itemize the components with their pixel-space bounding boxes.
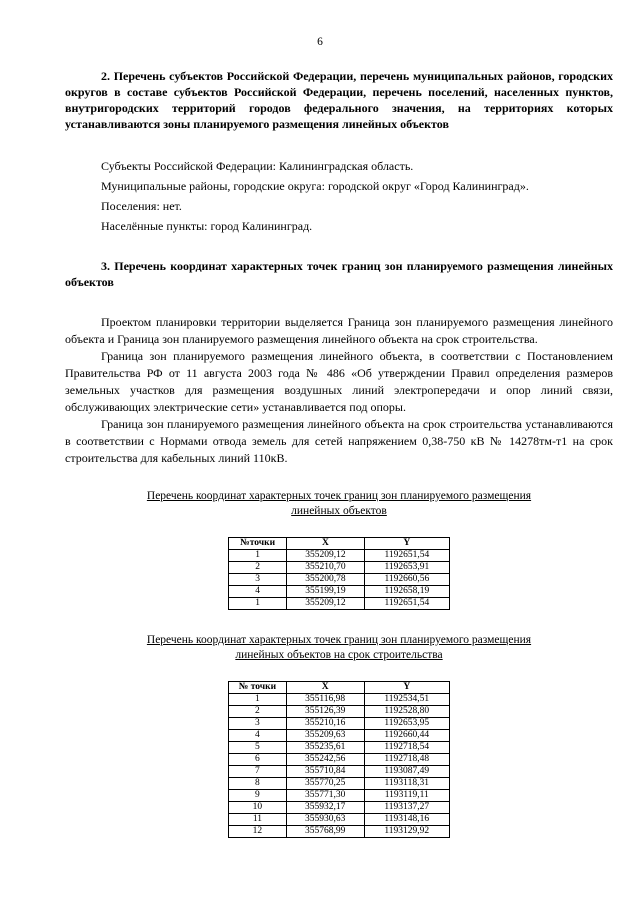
table-row: [229, 802, 450, 814]
x-coordinate-cell: 355235,61: [286, 742, 364, 754]
table-row: [229, 574, 450, 586]
y-coordinate-cell: 1192653,95: [364, 718, 450, 730]
y-coordinate-cell: 1192651,54: [364, 550, 449, 562]
y-coordinate-cell: 1192534,51: [364, 694, 450, 706]
table-2-title: линейных объектов на срок строительства: [235, 649, 443, 661]
paragraph: Проектом планировки территории выделяется Граница зон планируемого размещения линейного объекта и Граница зон планируемого размещения линейного объекта на срок строительства.: [65, 315, 613, 346]
x-coordinate-cell: 355209,63: [286, 730, 364, 742]
paragraph: Граница зон планируемого размещения линейного объекта, в соответствии с Постановлением Правительства РФ от 11 августа 2003 года № 486 «Об утверждении Правил определения размеров земельных участков для размещения воздушных линий электропередачи и опор линий связи, обслуживающих электрические сети» устанавливается под опоры.: [65, 349, 613, 414]
point-number-cell: 8: [229, 778, 287, 790]
header-x: X: [287, 538, 364, 550]
point-number-cell: 1: [229, 550, 287, 562]
y-coordinate-cell: 1193137,27: [364, 802, 450, 814]
table-1-block: [65, 489, 613, 610]
y-coordinate-cell: 1192658,19: [364, 586, 449, 598]
point-number-cell: 9: [229, 790, 287, 802]
table-row: [229, 718, 450, 730]
y-coordinate-cell: 1193129,92: [364, 826, 450, 838]
table-row: [229, 790, 450, 802]
point-number-cell: 3: [229, 574, 287, 586]
x-coordinate-cell: 355199,19: [287, 586, 364, 598]
section-3-body: [65, 314, 613, 467]
table-header-row: [229, 682, 450, 694]
list-item: Муниципальные районы, городские округа: городской округ «Город Калининград».: [101, 179, 529, 193]
table-row: [229, 586, 450, 598]
y-coordinate-cell: 1193087,49: [364, 766, 450, 778]
table-row: [229, 766, 450, 778]
paragraph: Граница зон планируемого размещения линейного объекта на срок строительства устанавливаются в соответствии с Нормами отвода земель для сетей напряжением 0,38-750 кВ № 14278тм-т1 на срок строительства для кабельных линий 110кВ.: [65, 417, 613, 465]
x-coordinate-cell: 355930,63: [286, 814, 364, 826]
section-2-list: [65, 156, 613, 236]
point-number-cell: 11: [229, 814, 287, 826]
page-number: 6: [317, 36, 323, 48]
point-number-cell: 4: [229, 730, 287, 742]
y-coordinate-cell: 1192660,56: [364, 574, 449, 586]
table-row: [229, 562, 450, 574]
table-row: [229, 826, 450, 838]
header-point: № точки: [229, 682, 287, 694]
table-row: [229, 706, 450, 718]
point-number-cell: 10: [229, 802, 287, 814]
table-1-title: линейных объектов: [291, 505, 387, 517]
x-coordinate-cell: 355768,99: [286, 826, 364, 838]
x-coordinate-cell: 355770,25: [286, 778, 364, 790]
x-coordinate-cell: 355210,16: [286, 718, 364, 730]
x-coordinate-cell: 355126,39: [286, 706, 364, 718]
list-item: Поселения: нет.: [101, 199, 182, 213]
x-coordinate-cell: 355242,56: [286, 754, 364, 766]
document-body: [65, 68, 613, 838]
x-coordinate-cell: 355210,70: [287, 562, 364, 574]
coordinates-table-1: [228, 537, 450, 610]
table-row: [229, 742, 450, 754]
point-number-cell: 4: [229, 586, 287, 598]
x-coordinate-cell: 355209,12: [287, 598, 364, 610]
header-y: Y: [364, 538, 449, 550]
y-coordinate-cell: 1192528,80: [364, 706, 450, 718]
header-x: X: [286, 682, 364, 694]
table-row: [229, 550, 450, 562]
list-item: Населённые пункты: город Калининград.: [101, 219, 313, 233]
y-coordinate-cell: 1193119,11: [364, 790, 450, 802]
y-coordinate-cell: 1192718,48: [364, 754, 450, 766]
point-number-cell: 6: [229, 754, 287, 766]
point-number-cell: 5: [229, 742, 287, 754]
point-number-cell: 12: [229, 826, 287, 838]
x-coordinate-cell: 355116,98: [286, 694, 364, 706]
point-number-cell: 2: [229, 706, 287, 718]
table-row: [229, 730, 450, 742]
table-2-title: Перечень координат характерных точек границ зон планируемого размещения: [146, 634, 532, 646]
table-header-row: [229, 538, 450, 550]
point-number-cell: 3: [229, 718, 287, 730]
section-2-heading: 2. Перечень субъектов Российской Федерации, перечень муниципальных районов, городских округов в составе субъектов Российской Федерации, перечень поселений, населенных пунктов, внутригородских территорий городов федерального значения, на территориях которых устанавливаются зоны планируемого размещения линейных объектов: [65, 69, 613, 131]
point-number-cell: 7: [229, 766, 287, 778]
y-coordinate-cell: 1192718,54: [364, 742, 450, 754]
table-row: [229, 694, 450, 706]
y-coordinate-cell: 1192660,44: [364, 730, 450, 742]
header-point: №точки: [229, 538, 287, 550]
table-row: [229, 814, 450, 826]
table-2-block: [65, 633, 613, 838]
table-row: [229, 754, 450, 766]
point-number-cell: 2: [229, 562, 287, 574]
x-coordinate-cell: 355771,30: [286, 790, 364, 802]
table-1-title: Перечень координат характерных точек границ зон планируемого размещения: [146, 490, 532, 502]
x-coordinate-cell: 355932,17: [286, 802, 364, 814]
y-coordinate-cell: 1192651,54: [364, 598, 449, 610]
section-3-heading: 3. Перечень координат характерных точек границ зон планируемого размещения линейных объектов: [65, 259, 613, 289]
x-coordinate-cell: 355200,78: [287, 574, 364, 586]
point-number-cell: 1: [229, 598, 287, 610]
y-coordinate-cell: 1193118,31: [364, 778, 450, 790]
x-coordinate-cell: 355209,12: [287, 550, 364, 562]
table-row: [229, 598, 450, 610]
list-item: Субъекты Российской Федерации: Калининградская область.: [101, 159, 414, 173]
table-row: [229, 778, 450, 790]
point-number-cell: 1: [229, 694, 287, 706]
coordinates-table-2: [228, 681, 450, 838]
y-coordinate-cell: 1193148,16: [364, 814, 450, 826]
x-coordinate-cell: 355710,84: [286, 766, 364, 778]
header-y: Y: [364, 682, 450, 694]
y-coordinate-cell: 1192653,91: [364, 562, 449, 574]
